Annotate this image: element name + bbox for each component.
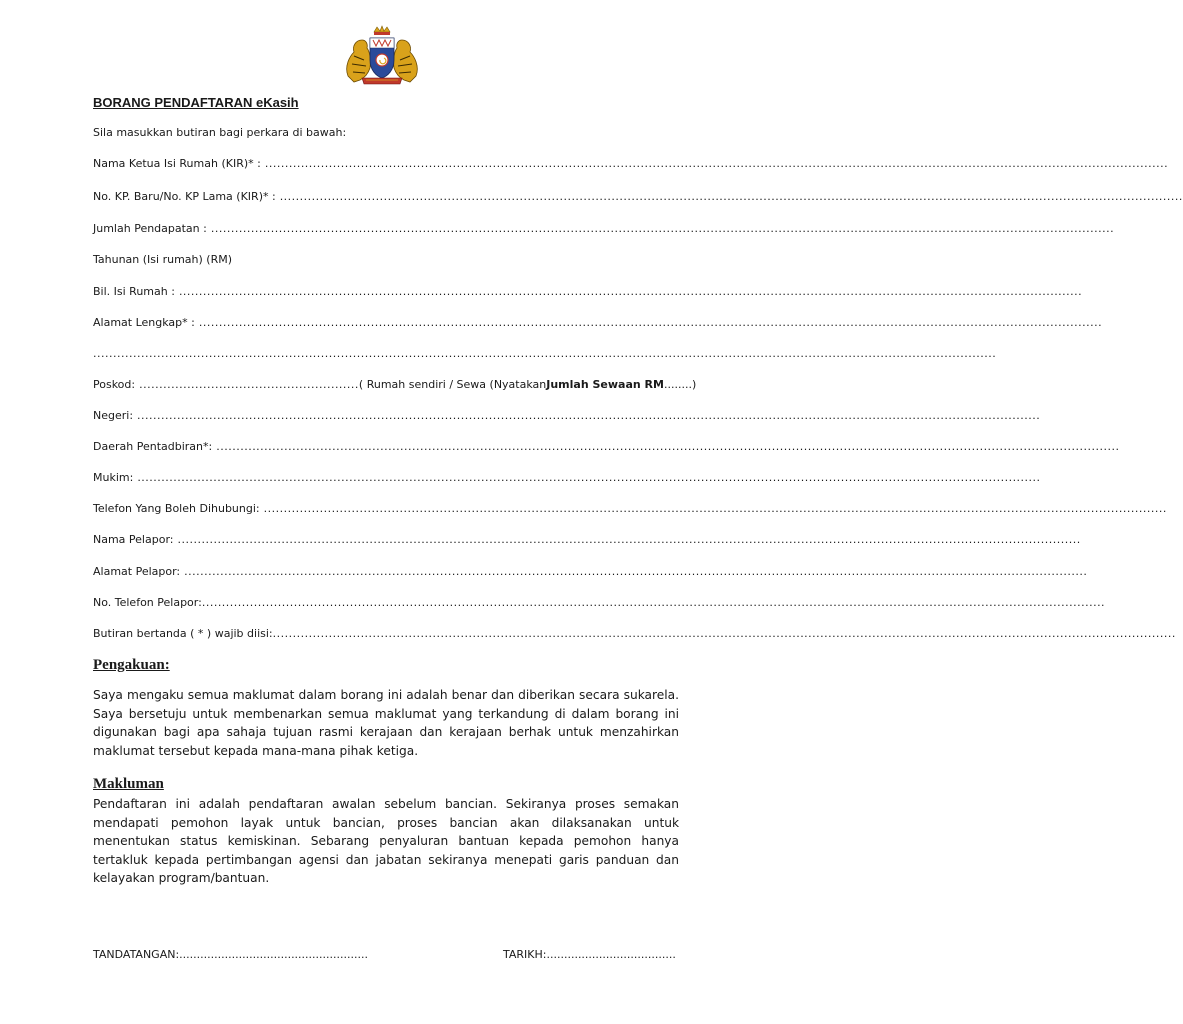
pengakuan-text: Saya mengaku semua maklumat dalam borang ini adalah benar dan diberikan secara sukarela. Saya bersetuju untuk membenarkan semua maklumat yang terkandung di dalam borang ini digunakan bagi apa sahaja tujuan rasmi kerajaan dan kerajaan berhak untuk menzahirkan maklumat tersebut kepada mana-mana pihak ketiga. [93,688,679,758]
field-nama-ketua[interactable] [93,157,673,170]
field-label: Poskod: [93,378,136,391]
field-mukim[interactable] [93,471,673,484]
field-label: No. KP. Baru/No. KP Lama (KIR)* : [93,190,276,203]
field-daerah-pentadbiran[interactable] [93,440,673,453]
field-label: Jumlah Pendapatan : [93,222,207,235]
field-label: Bil. Isi Rumah : [93,285,175,298]
field-wajib-note [93,627,673,640]
field-label: Mukim: [93,471,134,484]
field-label: Alamat Pelapor: [93,565,181,578]
form-title: BORANG PENDAFTARAN eKasih [93,95,299,110]
poskod-rent-end: ........) [663,378,697,391]
field-alamat-lengkap[interactable] [93,316,673,329]
signature-line: ...................................................... [179,948,368,961]
makluman-heading: Makluman [93,776,164,792]
field-label: Alamat Lengkap* : [93,316,195,329]
poskod-rent-note: ( Rumah sendiri / Sewa (Nyatakan [358,378,547,391]
field-jumlah-pendapatan[interactable] [93,222,673,235]
field-label: Tahunan (Isi rumah) (RM) [93,253,233,266]
poskod-rent-bold: Jumlah Sewaan RM [546,378,664,391]
field-telefon[interactable] [93,502,673,515]
field-label: Nama Pelapor: [93,533,174,546]
field-label: No. Telefon Pelapor: [93,596,202,609]
field-label: Negeri: [93,409,134,422]
field-label: Telefon Yang Boleh Dihubungi: [93,502,260,515]
field-alamat-pelapor[interactable] [93,565,673,578]
state-crest-icon [340,26,424,86]
field-no-telefon-pelapor[interactable] [93,596,673,609]
field-label: Butiran bertanda ( * ) wajib diisi: [93,627,273,640]
field-negeri[interactable] [93,409,673,422]
field-bil-isi-rumah[interactable] [93,285,673,298]
pengakuan-heading: Pengakuan: [93,657,170,673]
form-intro: Sila masukkan butiran bagi perkara di bawah: [93,126,347,139]
field-tahunan-label [93,253,673,266]
signature-label: TANDATANGAN: [93,948,180,961]
date-field[interactable] [503,948,676,961]
date-line: ..................................... [546,948,676,961]
signature-field[interactable] [93,948,368,961]
field-label: Nama Ketua Isi Rumah (KIR)* : [93,157,261,170]
date-label: TARIKH: [503,948,547,961]
field-alamat-line-2[interactable] [93,347,673,360]
field-poskod[interactable]: Poskod: ....................................................... ( Rumah sendiri / Sewa (Nyatakan Jumlah Sewaan RM ........) [93,378,697,391]
makluman-text: Pendaftaran ini adalah pendaftaran awalan sebelum bancian. Sekiranya proses semakan mendapati pemohon layak untuk bancian, proses bancian akan dilaksanakan untuk menentukan status kemiskinan. Sebarang penyaluran bantuan kepada pemohon hanya tertakluk kepada pertimbangan agensi dan jabatan sekiranya menepati garis panduan dan kelayakan program/bantuan. [93,797,679,885]
field-no-kp[interactable] [93,190,673,203]
field-nama-pelapor[interactable] [93,533,673,546]
field-label: Daerah Pentadbiran*: [93,440,213,453]
